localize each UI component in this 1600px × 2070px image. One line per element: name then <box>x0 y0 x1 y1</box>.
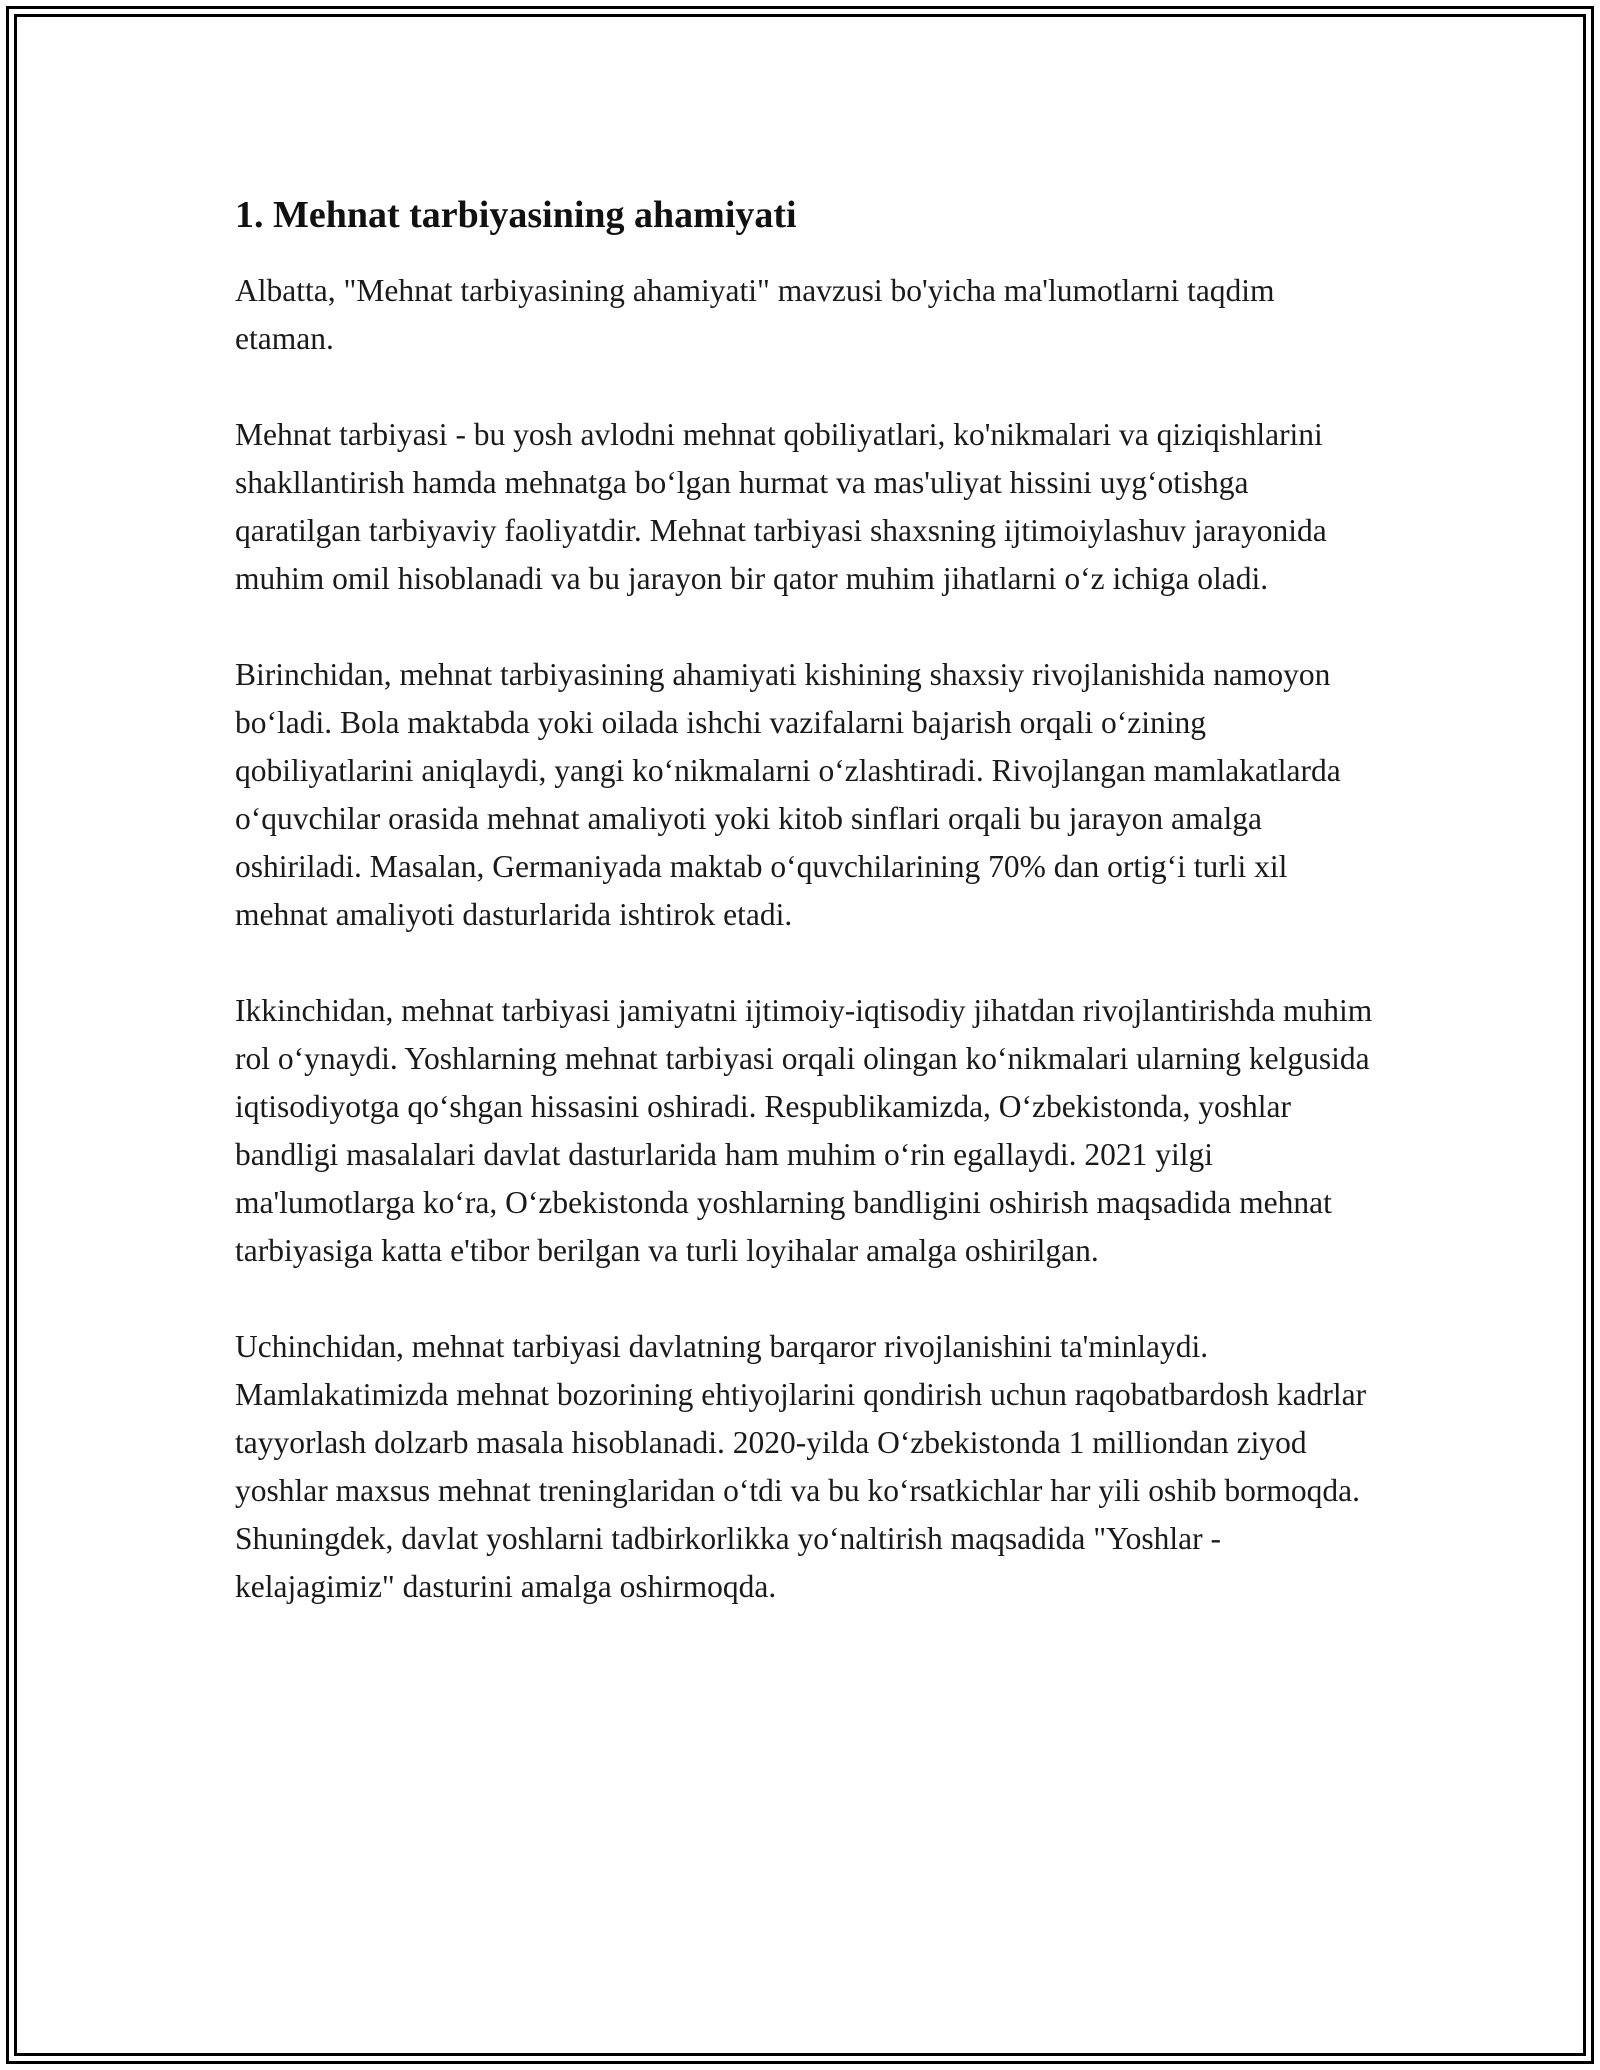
paragraph-intro: Albatta, "Mehnat tarbiyasining ahamiyati" mavzusi bo'yicha ma'lumotlarni taqdim etaman. <box>235 273 1275 356</box>
paragraph-third: Uchinchidan, mehnat tarbiyasi davlatning barqaror rivojlanishini ta'minlaydi. Mamlakatimizda mehnat bozorining ehtiyojlarini qondirish uchun raqobatbardosh kadrlar tayyorlash dolzarb masala hisoblanadi. 2020-yilda O‘zbekistonda 1 milliondan ziyod yoshlar maxsus mehnat treninglaridan o‘tdi va bu ko‘rsatkichlar har yili oshib bormoqda. Shuningdek, davlat yoshlarni tadbirkorlikka yo‘naltirish maqsadida "Yoshlar - kelajagimiz" dasturini amalga oshirmoqda. <box>235 1329 1367 1604</box>
paragraph-second: Ikkinchidan, mehnat tarbiyasi jamiyatni ijtimoiy-iqtisodiy jihatdan rivojlantirishda muhim rol o‘ynaydi. Yoshlarning mehnat tarbiyasi orqali olingan ko‘nikmalari ularning kelgusida iqtisodiyotga qo‘shgan hissasini oshiradi. Respublikamizda, O‘zbekistonda, yoshlar bandligi masalalari davlat dasturlarida ham muhim o‘rin egallaydi. 2021 yilgi ma'lumotlarga ko‘ra, O‘zbekistonda yoshlarning bandligini oshirish maqsadida mehnat tarbiyasiga katta e'tibor berilgan va turli loyihalar amalga oshirilgan. <box>235 993 1373 1268</box>
paragraph-definition: Mehnat tarbiyasi - bu yosh avlodni mehnat qobiliyatlari, ko'nikmalari va qiziqishlarini shakllantirish hamda mehnatga bo‘lgan hurmat va mas'uliyat hissini uyg‘otishga qaratilgan tarbiyaviy faoliyatdir. Mehnat tarbiyasi shaxsning ijtimoiylashuv jarayonida muhim omil hisoblanadi va bu jarayon bir qator muhim jihatlarni o‘z ichiga oladi. <box>235 417 1327 596</box>
document-title: 1. Mehnat tarbiyasining ahamiyati <box>235 194 797 236</box>
document-body <box>235 185 1375 1659</box>
paragraph-first: Birinchidan, mehnat tarbiyasining ahamiyati kishining shaxsiy rivojlanishida namoyon bo‘ladi. Bola maktabda yoki oilada ishchi vazifalarni bajarish orqali o‘zining qobiliyatlarini aniqlaydi, yangi ko‘nikmalarni o‘zlashtiradi. Rivojlangan mamlakatlarda o‘quvchilar orasida mehnat amaliyoti yoki kitob sinflari orqali bu jarayon amalga oshiriladi. Masalan, Germaniyada maktab o‘quvchilarining 70% dan ortig‘i turli xil mehnat amaliyoti dasturlarida ishtirok etadi. <box>235 657 1341 932</box>
